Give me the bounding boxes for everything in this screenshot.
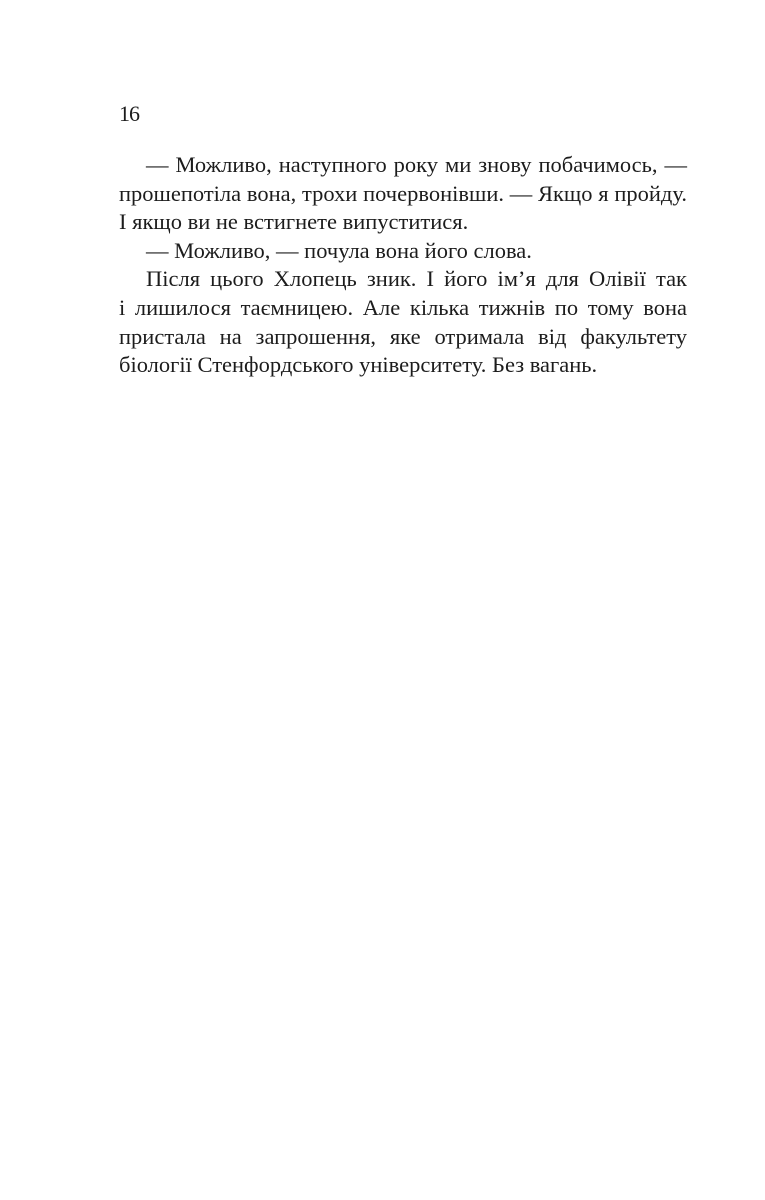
text-line-1: — Можливо, наступного року ми знову побачимось, — — [146, 152, 687, 177]
text-line-7: пристала на запрошення, яке отримала від факультету — [119, 323, 687, 349]
text-line-4: — Можливо, — почула вона його слова. — [146, 237, 532, 263]
page-number: 16 — [119, 101, 139, 126]
text-line-2: прошепотіла вона, трохи почервонівши. — Якщо я пройду. — [119, 180, 687, 206]
text-line-5: Після цього Хлопець зник. І його ім’я для Олівії так — [146, 266, 687, 292]
text-line-8: біології Стенфордського університету. Без вагань. — [119, 352, 598, 378]
body-text — [119, 151, 687, 380]
text-line-3: І якщо ви не встигнете випуститися. — [119, 209, 469, 235]
text-line-6: і лишилося таємницею. Але кілька тижнів по тому вона — [119, 294, 687, 320]
